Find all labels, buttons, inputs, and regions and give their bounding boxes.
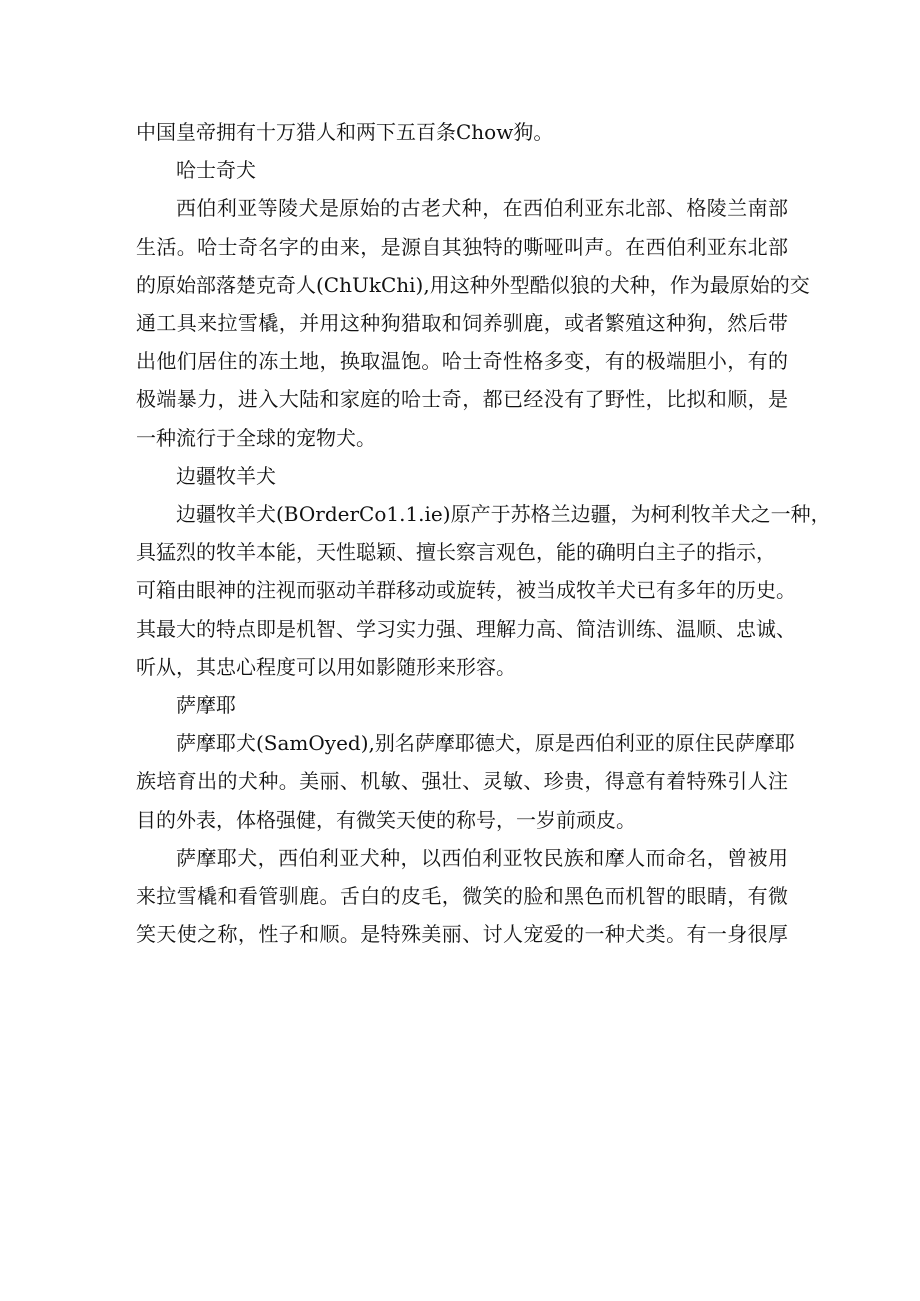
document-body <box>136 113 831 953</box>
body-line: 族培育出的犬种。美丽、机敏、强壮、灵敏、珍贵，得意有着特殊引人注 <box>136 769 788 794</box>
body-line: 笑天使之称，性子和顺。是特殊美丽、讨人宠爱的一种犬类。有一身很厚 <box>136 922 788 947</box>
body-line: 生活。哈士奇名字的由来，是源自其独特的嘶哑叫声。在西伯利亚东北部 <box>136 234 788 259</box>
section-heading-samoyed: 萨摩耶 <box>176 693 236 718</box>
body-line: 其最大的特点即是机智、学习实力强、理解力高、简洁训练、温顺、忠诚、 <box>136 616 796 641</box>
body-line: 可箱由眼神的注视而驱动羊群移动或旋转，被当成牧羊犬已有多年的历史。 <box>136 578 796 603</box>
body-line: 萨摩耶犬(SamOyed),别名萨摩耶德犬，原是西伯利亚的原住民萨摩耶 <box>176 731 795 756</box>
body-line: 中国皇帝拥有十万猎人和两下五百条Chow狗。 <box>136 120 554 144</box>
body-line: 目的外表，体格强健，有微笑天使的称号，一岁前顽皮。 <box>136 807 636 832</box>
body-line: 听从，其忠心程度可以用如影随形来形容。 <box>136 654 516 679</box>
body-line: 具猛烈的牧羊本能，天性聪颖、擅长察言观色，能的确明白主子的指示， <box>136 540 776 565</box>
body-line: 的原始部落楚克奇人(ChUkChi),用这种外型酷似狼的犬种，作为最原始的交 <box>136 272 810 297</box>
section-heading-border-collie: 边疆牧羊犬 <box>176 463 276 488</box>
body-line: 西伯利亚等陵犬是原始的古老犬种，在西伯利亚东北部、格陵兰南部 <box>176 196 788 221</box>
body-line: 来拉雪橇和看管驯鹿。舌白的皮毛，微笑的脸和黑色而机智的眼睛，有微 <box>136 884 788 909</box>
body-line: 一种流行于全球的宠物犬。 <box>136 425 376 450</box>
body-line: 通工具来拉雪橇，并用这种狗猎取和饲养驯鹿，或者繁殖这种狗，然后带 <box>136 311 788 336</box>
body-line: 极端暴力，进入大陆和家庭的哈士奇，都已经没有了野性，比拟和顺，是 <box>136 387 788 412</box>
body-line: 边疆牧羊犬(BOrderCo1.1.ie)原产于苏格兰边疆，为柯利牧羊犬之一种， <box>176 502 831 527</box>
body-line: 出他们居住的冻土地，换取温饱。哈士奇性格多变，有的极端胆小，有的 <box>136 349 788 374</box>
section-heading-husky: 哈士奇犬 <box>176 158 256 183</box>
body-line: 萨摩耶犬，西伯利亚犬种，以西伯利亚牧民族和摩人而命名，曾被用 <box>176 845 788 870</box>
